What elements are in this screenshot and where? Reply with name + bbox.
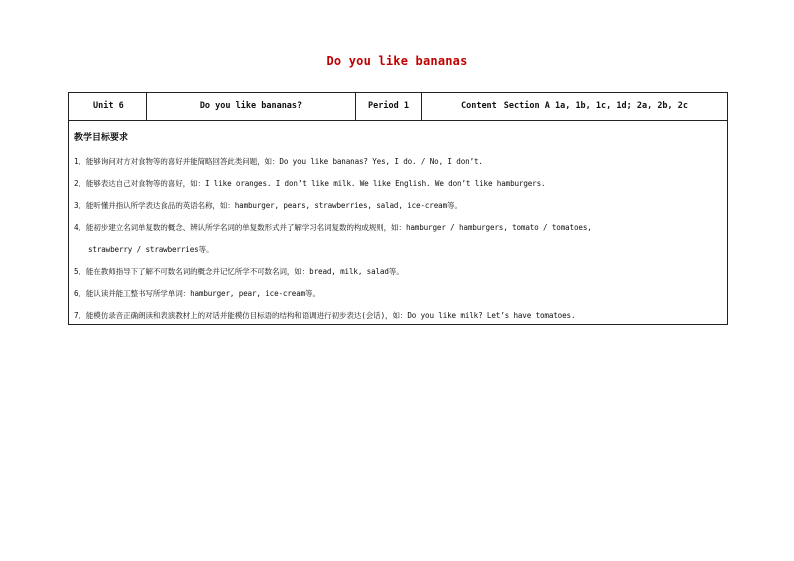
topic-cell: Do you like bananas? <box>147 93 356 120</box>
objective-item: 7．能模仿录音正确朗读和表演教材上的对话并能模仿目标语的结构和语调进行初步表达(会话)，如：Do you like milk? Let’s have tomatoes. <box>74 311 576 320</box>
objective-item-continued: strawberry / strawberries等。 <box>88 245 214 254</box>
document-title: Do you like bananas <box>326 54 468 68</box>
objective-item: 1．能够询问对方对食物等的喜好并能简略回答此类问题，如：Do you like bananas? Yes, I do. / No, I don’t. <box>74 157 483 166</box>
objectives-heading: 教学目标要求 <box>74 133 129 143</box>
objective-item: 3．能听懂并指认所学表达食品的英语名称，如：hamburger, pears, strawberries, salad, ice-cream等。 <box>74 201 462 210</box>
content-value: Section A 1a, 1b, 1c, 1d; 2a, 2b, 2c <box>503 101 689 111</box>
objective-item: 5．能在教师指导下了解不可数名词的概念并记忆所学不可数名词，如：bread, milk, salad等。 <box>74 267 404 276</box>
content-label: Content <box>460 101 497 111</box>
objective-item: 6．能认读并能工整书写所学单词：hamburger, pear, ice-cream等。 <box>74 289 320 298</box>
lesson-plan-table <box>68 92 728 325</box>
content-cell <box>422 93 727 120</box>
objectives-cell <box>69 121 727 327</box>
table-header-row <box>69 93 727 121</box>
period-cell: Period 1 <box>356 93 422 120</box>
unit-cell: Unit 6 <box>69 93 147 120</box>
objective-item: 4．能初步建立名词单复数的概念、辨认所学名词的单复数形式并了解学习名词复数的构成规则，如：hamburger / hamburgers, tomato / tomatoes, <box>74 223 592 232</box>
objective-item: 2．能够表达自己对食物等的喜好，如：I like oranges. I don’t like milk. We like English. We don’t like hamburgers. <box>74 179 546 188</box>
